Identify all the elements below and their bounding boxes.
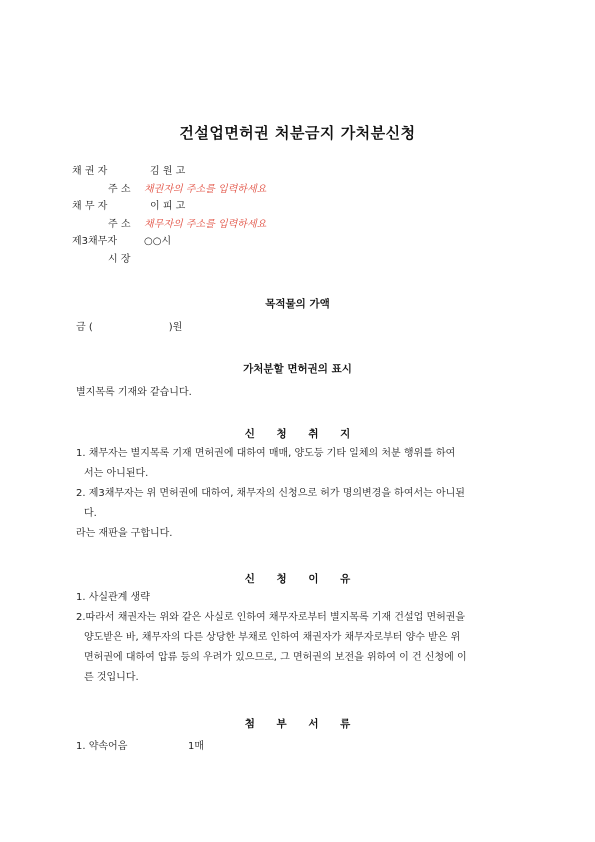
reason-item-2-line-3: 면허권에 대하여 압류 등의 우려가 있으므로, 그 면허권의 보전을 위하여 이 건 신청에 이 — [84, 652, 467, 663]
value-heading: 목적물의 가액 — [265, 298, 330, 310]
debtor-address-row — [72, 216, 532, 234]
reason-item-2-line-4: 른 것입니다. — [84, 672, 139, 683]
reason-item-2-line-1: 2.따라서 채권자는 위와 같은 사실로 인하여 채무자로부터 별지목록 기재 건설업 면허권을 — [76, 612, 466, 623]
reason-item-2-line-2: 양도받은 바, 채무자의 다른 상당한 부채로 인하여 채권자가 채무자로부터 양수 받은 위 — [84, 632, 461, 643]
document-title: 건설업면허권 처분금지 가처분신청 — [179, 124, 416, 142]
creditor-label: 채 권 자 — [72, 166, 108, 177]
attachment-item-1-name: 1. 약속어음 — [76, 741, 128, 752]
license-body: 별지목록 기재와 같습니다. — [76, 387, 192, 398]
purpose-item-2-line-2: 다. — [84, 508, 97, 519]
parties-block — [72, 163, 532, 268]
creditor-name: 김 원 고 — [150, 166, 186, 177]
creditor-address-hint[interactable]: 채권자의 주소를 입력하세요 — [144, 183, 267, 195]
third-debtor-sub-row — [72, 251, 532, 269]
reason-items — [76, 588, 521, 688]
purpose-item-1-line-1: 1. 채무자는 별지목록 기재 면허권에 대하여 매매, 양도등 기타 일체의 처분 행위를 하여 — [76, 448, 456, 459]
debtor-name: 이 피 고 — [150, 201, 186, 212]
creditor-address-label: 주 소 — [108, 183, 131, 195]
purpose-item-2-line-1: 2. 제3채무자는 위 면허권에 대하여, 채무자의 신청으로 허가 명의변경을 하여서는 아니된 — [76, 488, 465, 499]
purpose-items — [76, 444, 521, 544]
reason-heading: 신 청 이 유 — [244, 573, 351, 585]
reason-item-1: 1. 사실관계 생략 — [76, 592, 150, 603]
debtor-address-label: 주 소 — [108, 218, 131, 230]
attachment-item-1-count: 1매 — [188, 741, 205, 752]
debtor-address-hint[interactable]: 채무자의 주소를 입력하세요 — [144, 218, 267, 230]
third-debtor-label: 제3채무자 — [72, 236, 118, 247]
amount-prefix: 금 ( — [76, 322, 93, 333]
attachment-item-1 — [76, 737, 521, 752]
debtor-label: 채 무 자 — [72, 201, 108, 212]
purpose-item-1-line-2: 서는 아니된다. — [84, 468, 149, 479]
third-debtor-row — [72, 233, 532, 251]
third-debtor-sub-label: 시 장 — [108, 253, 131, 265]
debtor-row — [72, 198, 532, 216]
purpose-closing: 라는 재판을 구합니다. — [76, 528, 173, 539]
attachments-heading: 첨 부 서 류 — [244, 718, 351, 730]
third-debtor-name: ○○시 — [144, 236, 172, 247]
purpose-heading: 신 청 취 지 — [244, 428, 351, 440]
amount-suffix: )원 — [168, 322, 183, 333]
license-heading: 가처분할 면허권의 표시 — [243, 363, 352, 375]
creditor-address-row — [72, 181, 532, 199]
creditor-row — [72, 163, 532, 181]
amount-line — [76, 318, 521, 333]
